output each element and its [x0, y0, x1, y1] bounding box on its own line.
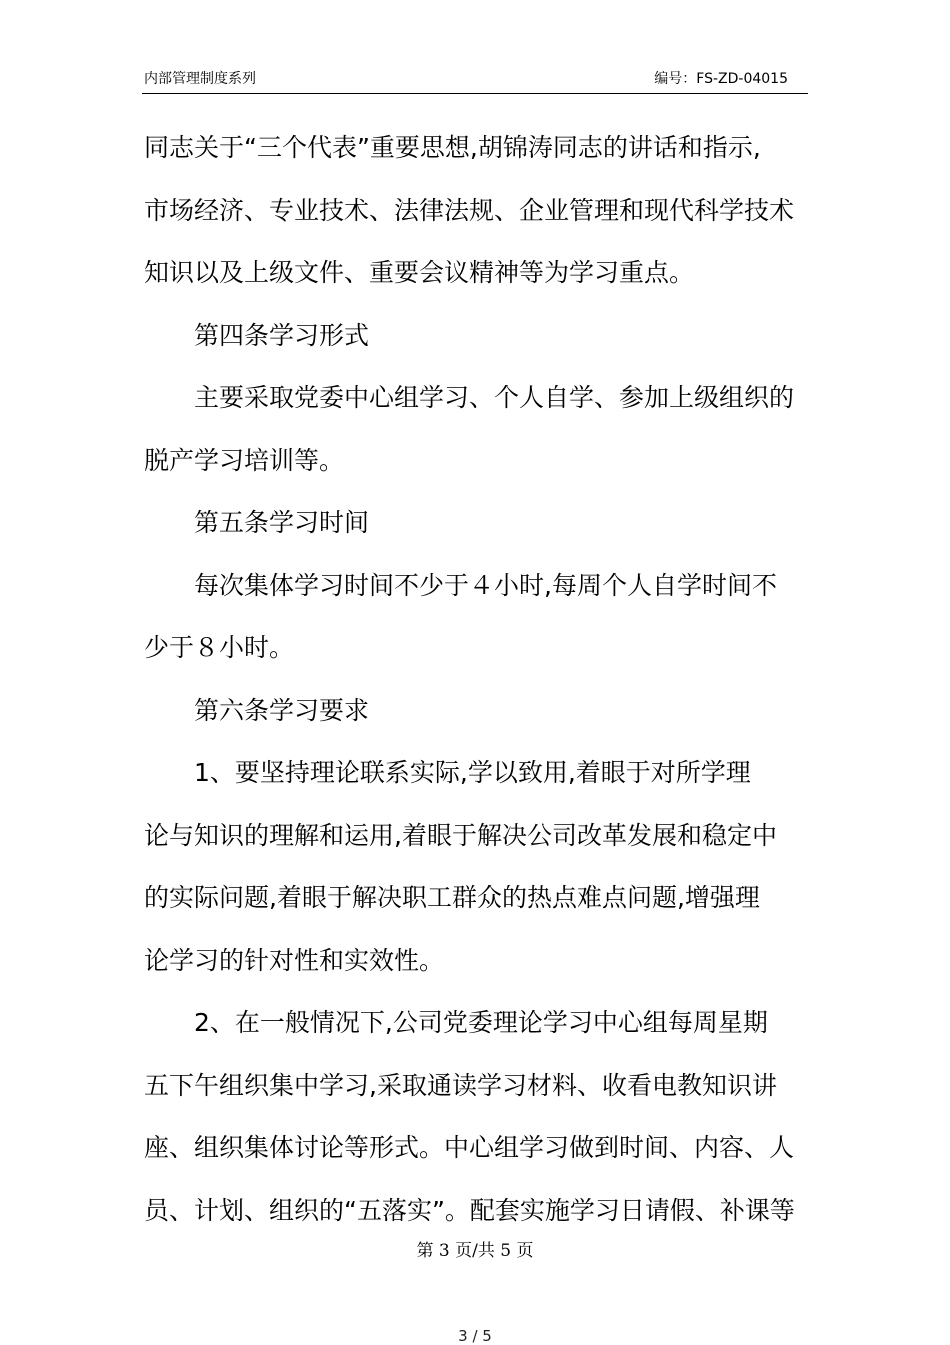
body-line: 第六条学习要求 [194, 695, 370, 725]
body-line: 员、计划、组织的“五落实”。配套实施学习日请假、补课等 [144, 1195, 795, 1225]
body-line: 第四条学习形式 [194, 320, 370, 350]
body-line: 知识以及上级文件、重要会议精神等为学习重点。 [144, 258, 695, 287]
body-line: 第五条学习时间 [194, 508, 370, 537]
body-line: 市场经济、专业技术、法律法规、企业管理和现代科学技术 [144, 195, 795, 225]
body-line: 主要采取党委中心组学习、个人自学、参加上级组织的 [194, 383, 795, 412]
header-divider [142, 93, 808, 94]
body-line: 座、组织集体讨论等形式。中心组学习做到时间、内容、人 [144, 1133, 795, 1162]
viewer-page-indicator: 3 / 5 [458, 1327, 492, 1345]
body-line: 脱产学习培训等。 [144, 445, 345, 475]
body-line: 1、要坚持理论联系实际,学以致用,着眼于对所学理 [194, 758, 751, 787]
body-line: 同志关于“三个代表”重要思想,胡锦涛同志的讲话和指示, [144, 133, 761, 162]
body-line: 五下午组织集中学习,采取通读学习材料、收看电教知识讲 [144, 1070, 777, 1100]
header-document-number: 编号：FS-ZD-04015 [654, 71, 788, 87]
body-line: 论与知识的理解和运用,着眼于解决公司改革发展和稳定中 [144, 820, 777, 850]
body-line: 少于８小时。 [144, 633, 295, 662]
body-line: 论学习的针对性和实效性。 [144, 945, 445, 975]
document-body [144, 117, 808, 1242]
body-line: 的实际问题,着眼于解决职工群众的热点难点问题,增强理 [144, 883, 760, 912]
header-series-title: 内部管理制度系列 [144, 71, 256, 87]
body-line: 2、在一般情况下,公司党委理论学习中心组每周星期 [194, 1008, 768, 1037]
footer-page-label: 第 3 页/共 5 页 [416, 1241, 534, 1261]
body-line: 每次集体学习时间不少于４小时,每周个人自学时间不 [194, 570, 777, 600]
